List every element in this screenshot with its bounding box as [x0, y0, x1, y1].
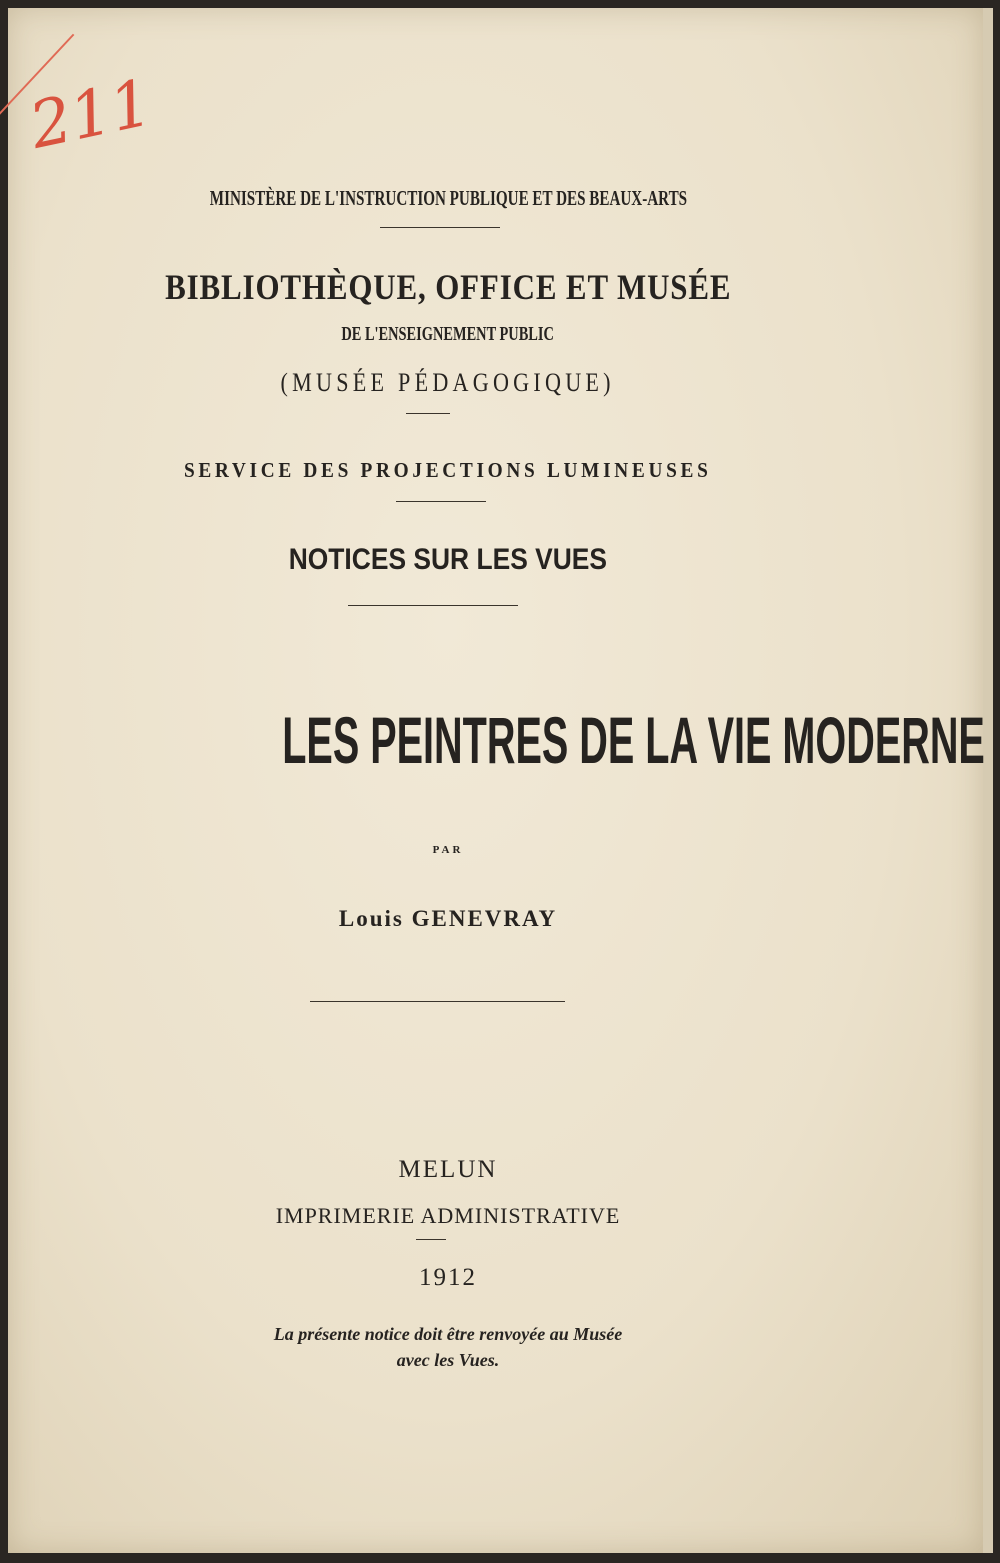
return-notice-line-1: La présente notice doit être renvoyée au Musée	[273, 1324, 623, 1344]
institution-subheading: DE L'ENSEIGNEMENT PUBLIC	[341, 323, 555, 345]
document-title: LES PEINTRES DE LA VIE MODERNE	[282, 703, 985, 777]
ornament-divider	[406, 413, 450, 414]
ornament-divider	[310, 1001, 565, 1002]
printer: IMPRIMERIE ADMINISTRATIVE	[275, 1203, 621, 1228]
service-heading: SERVICE DES PROJECTIONS LUMINEUSES	[184, 458, 712, 482]
document-cover	[8, 8, 993, 1553]
ministry-heading: MINISTÈRE DE L'INSTRUCTION PUBLIQUE ET DES BEAUX-ARTS	[209, 186, 687, 210]
museum-name: (MUSÉE PÉDAGOGIQUE)	[280, 368, 616, 397]
institution-heading: BIBLIOTHÈQUE, OFFICE ET MUSÉE	[164, 267, 732, 307]
by-label: PAR	[432, 844, 464, 856]
divider	[416, 1239, 446, 1240]
author-name: Louis GENEVRAY	[338, 906, 558, 931]
series-heading: NOTICES SUR LES VUES	[288, 543, 608, 576]
return-notice-line-2: avec les Vues.	[396, 1350, 500, 1370]
ornament-divider	[348, 605, 518, 606]
divider	[396, 501, 486, 502]
divider	[380, 227, 500, 228]
city: MELUN	[398, 1156, 498, 1183]
handwritten-number: 211	[23, 66, 159, 164]
year: 1912	[419, 1264, 477, 1291]
